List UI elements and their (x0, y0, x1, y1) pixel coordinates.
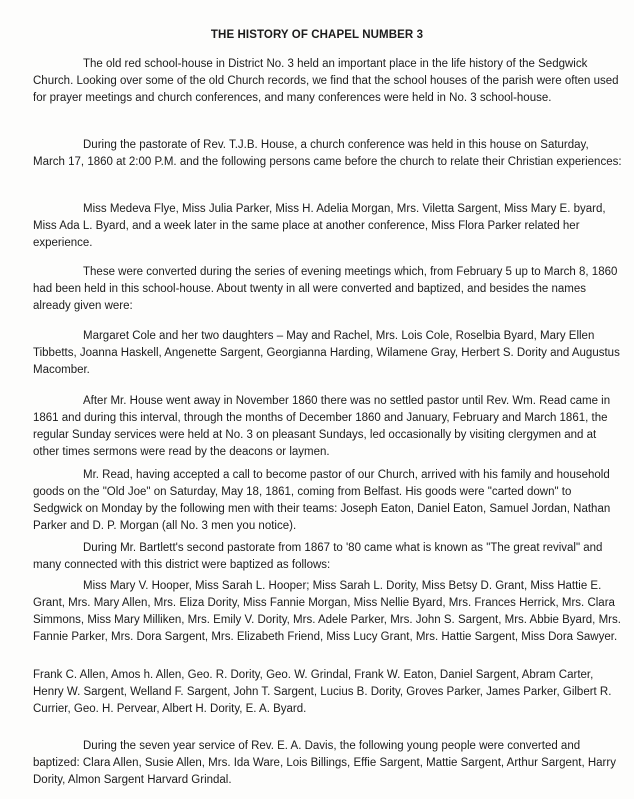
paragraph-interval-services: After Mr. House went away in November 1860 there was no settled pastor until Rev. Wm. Read came in 1861 and during this interval, through the months of December 1860 and January, February and March 1861, the regular Sunday services were held at No. 3 on pleasant Sundays, led occasionally by visiting clergymen and at other times sermons were read by the deacons or laymen. (33, 395, 611, 458)
paragraph-intro: The old red school-house in District No. 3 held an important place in the life history of the Sedgwick Church. Looking over some of the old Church records, we find that the school houses of the parish were often used for prayer meetings and church conferences, and many conferences were held in No. 3 school-house. (33, 58, 619, 104)
paragraph-converted-names: Margaret Cole and her two daughters – May and Rachel, Mrs. Lois Cole, Roselbia Byard, Mary Ellen Tibbetts, Joanna Haskell, Angenette Sargent, Georgianna Harding, Wilamene Gray, Herbert S. Dority and Augustus Macomber. (33, 330, 620, 376)
paragraph-baptized-women: Miss Mary V. Hooper, Miss Sarah L. Hooper; Miss Sarah L. Dority, Miss Betsy D. Grant, Miss Hattie E. Grant, Mrs. Mary Allen, Mrs. Eliza Dority, Miss Fannie Morgan, Miss Nellie Byard, Mrs. Frances Herrick, Mrs. Clara Simmons, Miss Mary Milliken, Mrs. Emily V. Dority, Mrs. Adele Parker, Mrs. John S. Sargent, Mrs. Abbie Byard, Mrs. Fannie Parker, Mrs. Dora Sargent, Mrs. Elizabeth Friend, Miss Lucy Grant, Mrs. Hattie Sargent, Miss Dora Sawyer. (33, 580, 621, 643)
paragraph-experience-names: Miss Medeva Flye, Miss Julia Parker, Miss H. Adelia Morgan, Mrs. Viletta Sargent, Miss Mary E. byard, Miss Ada L. Byard, and a week later in the same place at another conference, Miss Flora Parker related her experience. (33, 203, 606, 249)
paragraph-conference-1860: During the pastorate of Rev. T.J.B. House, a church conference was held in this house on Saturday, March 17, 1860 at 2:00 P.M. and the following persons came before the church to relate their Christian experiences: (33, 139, 622, 168)
document-title: THE HISTORY OF CHAPEL NUMBER 3 (210, 29, 424, 41)
paragraph-baptized-men: Frank C. Allen, Amos h. Allen, Geo. R. Dority, Geo. W. Grindal, Frank W. Eaton, Daniel Sargent, Abram Carter, Henry W. Sargent, Welland F. Sargent, John T. Sargent, Lucius B. Dority, Groves Parker, James Parker, Gilbert R. Currier, Geo. H. Pervear, Albert H. Dority, E. A. Byard. (33, 669, 612, 715)
paragraph-evening-meetings: These were converted during the series of evening meetings which, from February 5 up to March 8, 1860 had been held in this school-house. About twenty in all were converted and baptized, and besides the names already given were: (33, 266, 618, 312)
paragraph-great-revival: During Mr. Bartlett's second pastorate from 1867 to '80 came what is known as "The great revival" and many connected with this district were baptized as follows: (33, 542, 603, 571)
paragraph-mr-read-arrival: Mr. Read, having accepted a call to become pastor of our Church, arrived with his family and household goods on the "Old Joe" on Saturday, May 18, 1861, coming from Belfast. His goods were "carted down" to Sedgwick on Monday by the following men with their teams: Joseph Eaton, Daniel Eaton, Samuel Jordan, Nathan Parker and D. P. Morgan (all No. 3 men you notice). (33, 469, 611, 532)
paragraph-davis-service: During the seven year service of Rev. E. A. Davis, the following young people were converted and baptized: Clara Allen, Susie Allen, Mrs. Ida Ware, Lois Billings, Effie Sargent, Mattie Sargent, Arthur Sargent, Harry Dority, Almon Sargent Harvard Grindal. (33, 740, 616, 786)
